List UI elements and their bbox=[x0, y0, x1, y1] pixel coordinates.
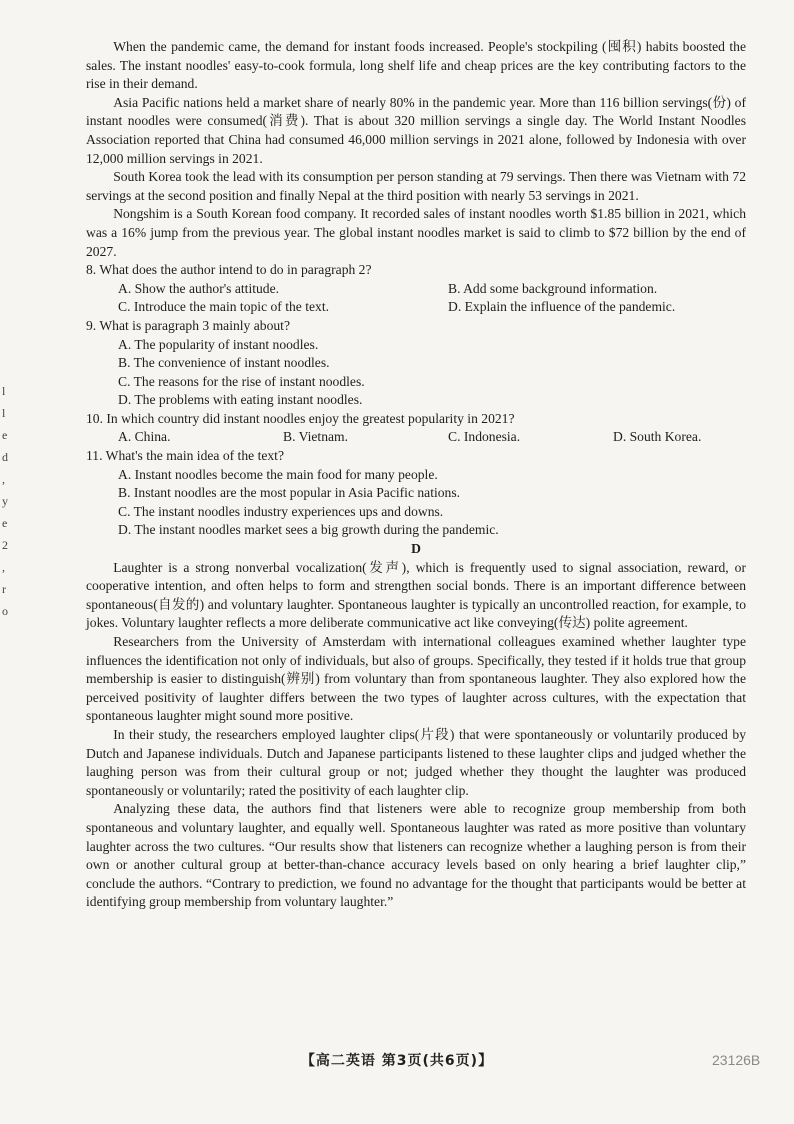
margin-char: l bbox=[2, 384, 6, 398]
paragraph: Nongshim is a South Korean food company. It recorded sales of instant noodles worth $1.85 billion in 2021, which was a 16% jump from the previous year. The global instant noodles market is said to climb to $72 billion by the end of 2027. bbox=[86, 206, 746, 259]
margin-char: r bbox=[2, 582, 6, 596]
passage-c bbox=[86, 38, 746, 261]
paragraph: When the pandemic came, the demand for instant foods increased. People's stockpiling (囤积) habits boosted the sales. The instant noodles' easy-to-cook formula, long shelf life and cheap prices are the key contributing factors to the rise in their demand. bbox=[86, 39, 746, 92]
paragraph: In their study, the researchers employed laughter clips(片段) that were spontaneously or voluntarily produced by Dutch and Japanese individuals. Dutch and Japanese participants listened to these laughter clips and judged whether the laughing person was from their cultural group or not; judged whether they thought the laughter was produced spontaneously or voluntarily; rated the positivity of each laughter clip. bbox=[86, 726, 746, 798]
margin-char: 2 bbox=[2, 538, 8, 552]
paragraph: South Korea took the lead with its consumption per person standing at 79 servings. Then there was Vietnam with 72 servings at the second position and finally Nepal at the third position with nearly 53 servings in 2021. bbox=[86, 169, 746, 203]
question-stem: 8. What does the author intend to do in paragraph 2? bbox=[86, 262, 372, 278]
option-c: C. Introduce the main topic of the text. bbox=[118, 299, 330, 315]
paragraph: Asia Pacific nations held a market share of nearly 80% in the pandemic year. More than 116 billion servings(份) of instant noodles were consumed(消费). That is about 320 million servings a single day. The World Instant Noodles Association reported that China had consumed 46,000 million servings in 2021 alone, followed by Indonesia with over 12,000 million servings in 2021. bbox=[86, 94, 746, 166]
question-10 bbox=[86, 410, 746, 447]
question-stem: 9. What is paragraph 3 mainly about? bbox=[86, 317, 290, 333]
margin-fragments bbox=[2, 380, 12, 622]
option-a: A. The popularity of instant noodles. bbox=[118, 336, 319, 352]
margin-char: l bbox=[2, 406, 6, 420]
option-a: A. China. bbox=[118, 429, 171, 445]
question-8 bbox=[86, 261, 746, 317]
margin-char: , bbox=[2, 560, 5, 574]
margin-char: y bbox=[2, 494, 8, 508]
paper-code: 23126B bbox=[712, 1052, 761, 1068]
exam-page bbox=[86, 38, 746, 912]
margin-char: e bbox=[2, 516, 8, 530]
margin-char: , bbox=[2, 472, 5, 486]
paragraph: Analyzing these data, the authors find that listeners were able to recognize group membership from both spontaneous and voluntary laughter, and equally well. Spontaneous laughter was rated as more positive than voluntary laughter across the two cultures. “Our results show that listeners can recognize whether a laughing person is from their own or another cultural group at better-than-chance accuracy levels based on only hearing a brief laughter clip,” conclude the authors. “Contrary to prediction, we found no advantage for the thought that participants would be better at identifying group membership from voluntary laughter.” bbox=[86, 801, 746, 910]
paragraph: Laughter is a strong nonverbal vocalization(发声), which is frequently used to signal association, reward, or cooperative intention, and often helps to form and strengthen social bonds. There is an important difference between spontaneous(自发的) and voluntary laughter. Spontaneous laughter is typically an uncontrolled reaction, for example, to jokes. Voluntary laughter reflects a more deliberate communicative act like conveying(传达) polite agreement. bbox=[86, 559, 746, 631]
paragraph: Researchers from the University of Amsterdam with international colleagues examined whether laughter type influences the identification not only of individuals, but also of groups. Specifically, they tested if it holds true that group membership is easier to distinguish(辨别) from voluntary than from spontaneous laughter. They also explored how the perceived positivity of laughter differs between the two types of laughter across cultures, with the expectation that spontaneous laughter might sound more positive. bbox=[86, 634, 746, 724]
page-footer: 【高二英语 第3页(共6页)】 bbox=[300, 1053, 494, 1069]
margin-char: d bbox=[2, 450, 8, 464]
option-d: D. South Korea. bbox=[613, 429, 702, 445]
question-stem: 10. In which country did instant noodles enjoy the greatest popularity in 2021? bbox=[86, 410, 515, 426]
passage-d bbox=[86, 559, 746, 912]
option-b: B. Instant noodles are the most popular in Asia Pacific nations. bbox=[118, 485, 461, 501]
margin-char: o bbox=[2, 604, 8, 618]
option-a: A. Show the author's attitude. bbox=[118, 280, 280, 296]
option-c: C. The instant noodles industry experiences ups and downs. bbox=[118, 503, 444, 519]
question-11 bbox=[86, 447, 746, 540]
option-b: B. The convenience of instant noodles. bbox=[118, 355, 330, 371]
option-d: D. The problems with eating instant noodles. bbox=[118, 392, 363, 408]
section-heading: D bbox=[411, 541, 421, 557]
option-d: D. The instant noodles market sees a big growth during the pandemic. bbox=[118, 522, 499, 538]
option-b: B. Vietnam. bbox=[283, 429, 349, 445]
option-a: A. Instant noodles become the main food for many people. bbox=[118, 466, 438, 482]
margin-char: e bbox=[2, 428, 8, 442]
question-stem: 11. What's the main idea of the text? bbox=[86, 448, 284, 464]
option-c: C. The reasons for the rise of instant noodles. bbox=[118, 373, 365, 389]
option-c: C. Indonesia. bbox=[448, 429, 521, 445]
option-d: D. Explain the influence of the pandemic. bbox=[448, 299, 676, 315]
question-9 bbox=[86, 317, 746, 410]
option-b: B. Add some background information. bbox=[448, 280, 658, 296]
